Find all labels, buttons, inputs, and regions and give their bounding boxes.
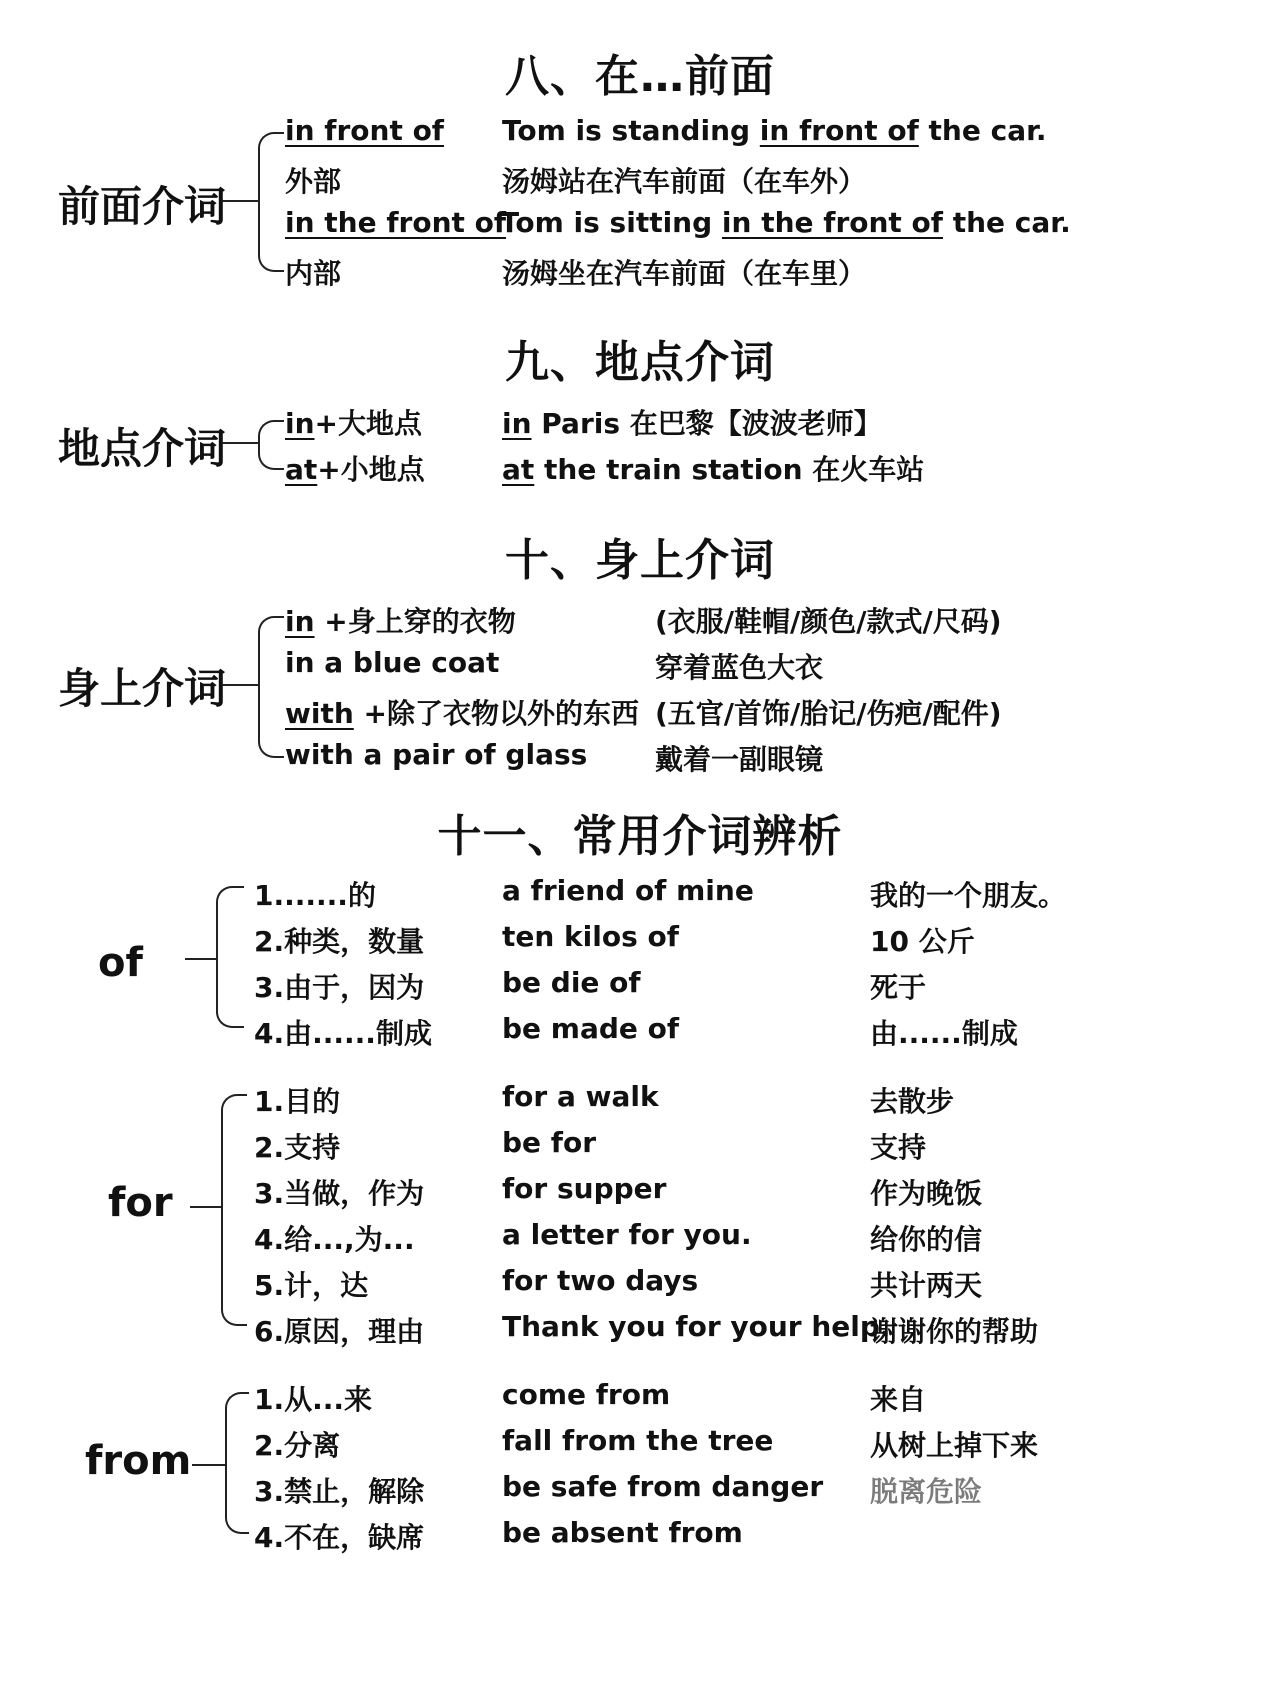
for-bracket-stem <box>190 1206 222 1208</box>
from-row3-col3: 脱离危险 <box>870 1475 983 1508</box>
from-row3-col1: 3.禁止，解除 <box>254 1475 425 1508</box>
s10-row2-left: in a blue coat <box>285 646 500 679</box>
for-row2-col3: 支持 <box>870 1131 927 1164</box>
from-row2-col3: 从树上掉下来 <box>870 1429 1039 1462</box>
s8-row2-left: 外部 <box>285 165 342 198</box>
for-row1-col3: 去散步 <box>870 1085 955 1118</box>
for-row1-col1: 1.目的 <box>254 1085 341 1118</box>
for-row2-col2: be for <box>502 1126 597 1159</box>
section-9-bracket-stem <box>222 442 260 444</box>
for-row5-col2: for two days <box>502 1264 699 1297</box>
s9-row2-left: at+小地点 <box>285 453 425 486</box>
section-9-bracket <box>258 420 284 470</box>
s8-row4-left: 内部 <box>285 257 342 290</box>
s8-row3-left: in the front of <box>285 206 507 239</box>
s8-row1-right: Tom is standing in front of the car. <box>502 114 1047 147</box>
for-row3-col1: 3.当做，作为 <box>254 1177 425 1210</box>
of-row4-col1: 4.由......制成 <box>254 1017 432 1050</box>
from-bracket <box>225 1392 249 1534</box>
from-group-word: from <box>85 1438 192 1484</box>
for-row4-col2: a letter for you. <box>502 1218 752 1251</box>
for-bracket <box>221 1094 247 1326</box>
from-row4-col1: 4.不在，缺席 <box>254 1521 425 1554</box>
section-10-main-label: 身上介词 <box>58 664 227 713</box>
of-row2-col3: 10 公斤 <box>870 925 975 958</box>
of-row1-col3: 我的一个朋友。 <box>870 879 1067 912</box>
for-row5-col1: 5.计，达 <box>254 1269 369 1302</box>
section-9-main-label: 地点介词 <box>58 424 227 473</box>
s9-row1-right: in Paris 在巴黎【波波老师】 <box>502 407 882 440</box>
from-bracket-stem <box>192 1464 226 1466</box>
for-row5-col3: 共计两天 <box>870 1269 983 1302</box>
for-row4-col1: 4.给...,为... <box>254 1223 415 1256</box>
from-row1-col2: come from <box>502 1378 671 1411</box>
s10-row3-right: (五官/首饰/胎记/伤疤/配件) <box>655 697 1002 730</box>
s10-row4-right: 戴着一副眼镜 <box>655 743 824 776</box>
section-10-bracket <box>258 616 284 758</box>
of-group-word: of <box>98 940 143 986</box>
s8-row3-right: Tom is sitting in the front of the car. <box>500 206 1071 239</box>
for-row3-col3: 作为晚饭 <box>870 1177 983 1210</box>
from-row1-col3: 来自 <box>870 1383 927 1416</box>
for-group-word: for <box>108 1180 173 1226</box>
for-row1-col2: for a walk <box>502 1080 659 1113</box>
section-11-title: 十一、常用介词辨析 <box>437 811 843 862</box>
of-row3-col1: 3.由于，因为 <box>254 971 425 1004</box>
for-row4-col3: 给你的信 <box>870 1223 983 1256</box>
section-8-main-label: 前面介词 <box>58 182 227 231</box>
s10-row4-left: with a pair of glass <box>285 738 588 771</box>
for-row6-col3: 谢谢你的帮助 <box>870 1315 1039 1348</box>
s9-row1-left: in+大地点 <box>285 407 422 440</box>
from-row1-col1: 1.从...来 <box>254 1383 373 1416</box>
of-row4-col2: be made of <box>502 1012 680 1045</box>
from-row3-col2: be safe from danger <box>502 1470 824 1503</box>
s8-row1-left: in front of <box>285 114 444 147</box>
section-10-title: 十、身上介词 <box>505 535 775 586</box>
s10-row1-right: (衣服/鞋帽/颜色/款式/尺码) <box>655 605 1002 638</box>
of-row3-col3: 死于 <box>870 971 927 1004</box>
of-row1-col1: 1.......的 <box>254 879 376 912</box>
s8-row2-right: 汤姆站在汽车前面（在车外） <box>502 165 867 198</box>
section-8-title: 八、在…前面 <box>505 51 775 102</box>
of-row2-col1: 2.种类，数量 <box>254 925 425 958</box>
section-9-title: 九、地点介词 <box>505 337 775 388</box>
of-row3-col2: be die of <box>502 966 641 999</box>
from-row2-col2: fall from the tree <box>502 1424 774 1457</box>
for-row2-col1: 2.支持 <box>254 1131 341 1164</box>
from-row4-col2: be absent from <box>502 1516 743 1549</box>
of-bracket-stem <box>185 958 217 960</box>
for-row3-col2: for supper <box>502 1172 667 1205</box>
of-row2-col2: ten kilos of <box>502 920 679 953</box>
s8-row4-right: 汤姆坐在汽车前面（在车里） <box>502 257 867 290</box>
s10-row1-left: in +身上穿的衣物 <box>285 605 516 638</box>
of-bracket <box>216 886 244 1028</box>
section-8-bracket <box>258 132 284 272</box>
s10-row2-right: 穿着蓝色大衣 <box>655 651 824 684</box>
s10-row3-left: with +除了衣物以外的东西 <box>285 697 640 730</box>
section-10-bracket-stem <box>222 684 260 686</box>
from-row2-col1: 2.分离 <box>254 1429 341 1462</box>
of-row4-col3: 由......制成 <box>870 1017 1018 1050</box>
s9-row2-right: at the train station 在火车站 <box>502 453 925 486</box>
for-row6-col2: Thank you for your help. <box>502 1310 891 1343</box>
of-row1-col2: a friend of mine <box>502 874 754 907</box>
section-8-bracket-stem <box>222 200 260 202</box>
for-row6-col1: 6.原因，理由 <box>254 1315 425 1348</box>
